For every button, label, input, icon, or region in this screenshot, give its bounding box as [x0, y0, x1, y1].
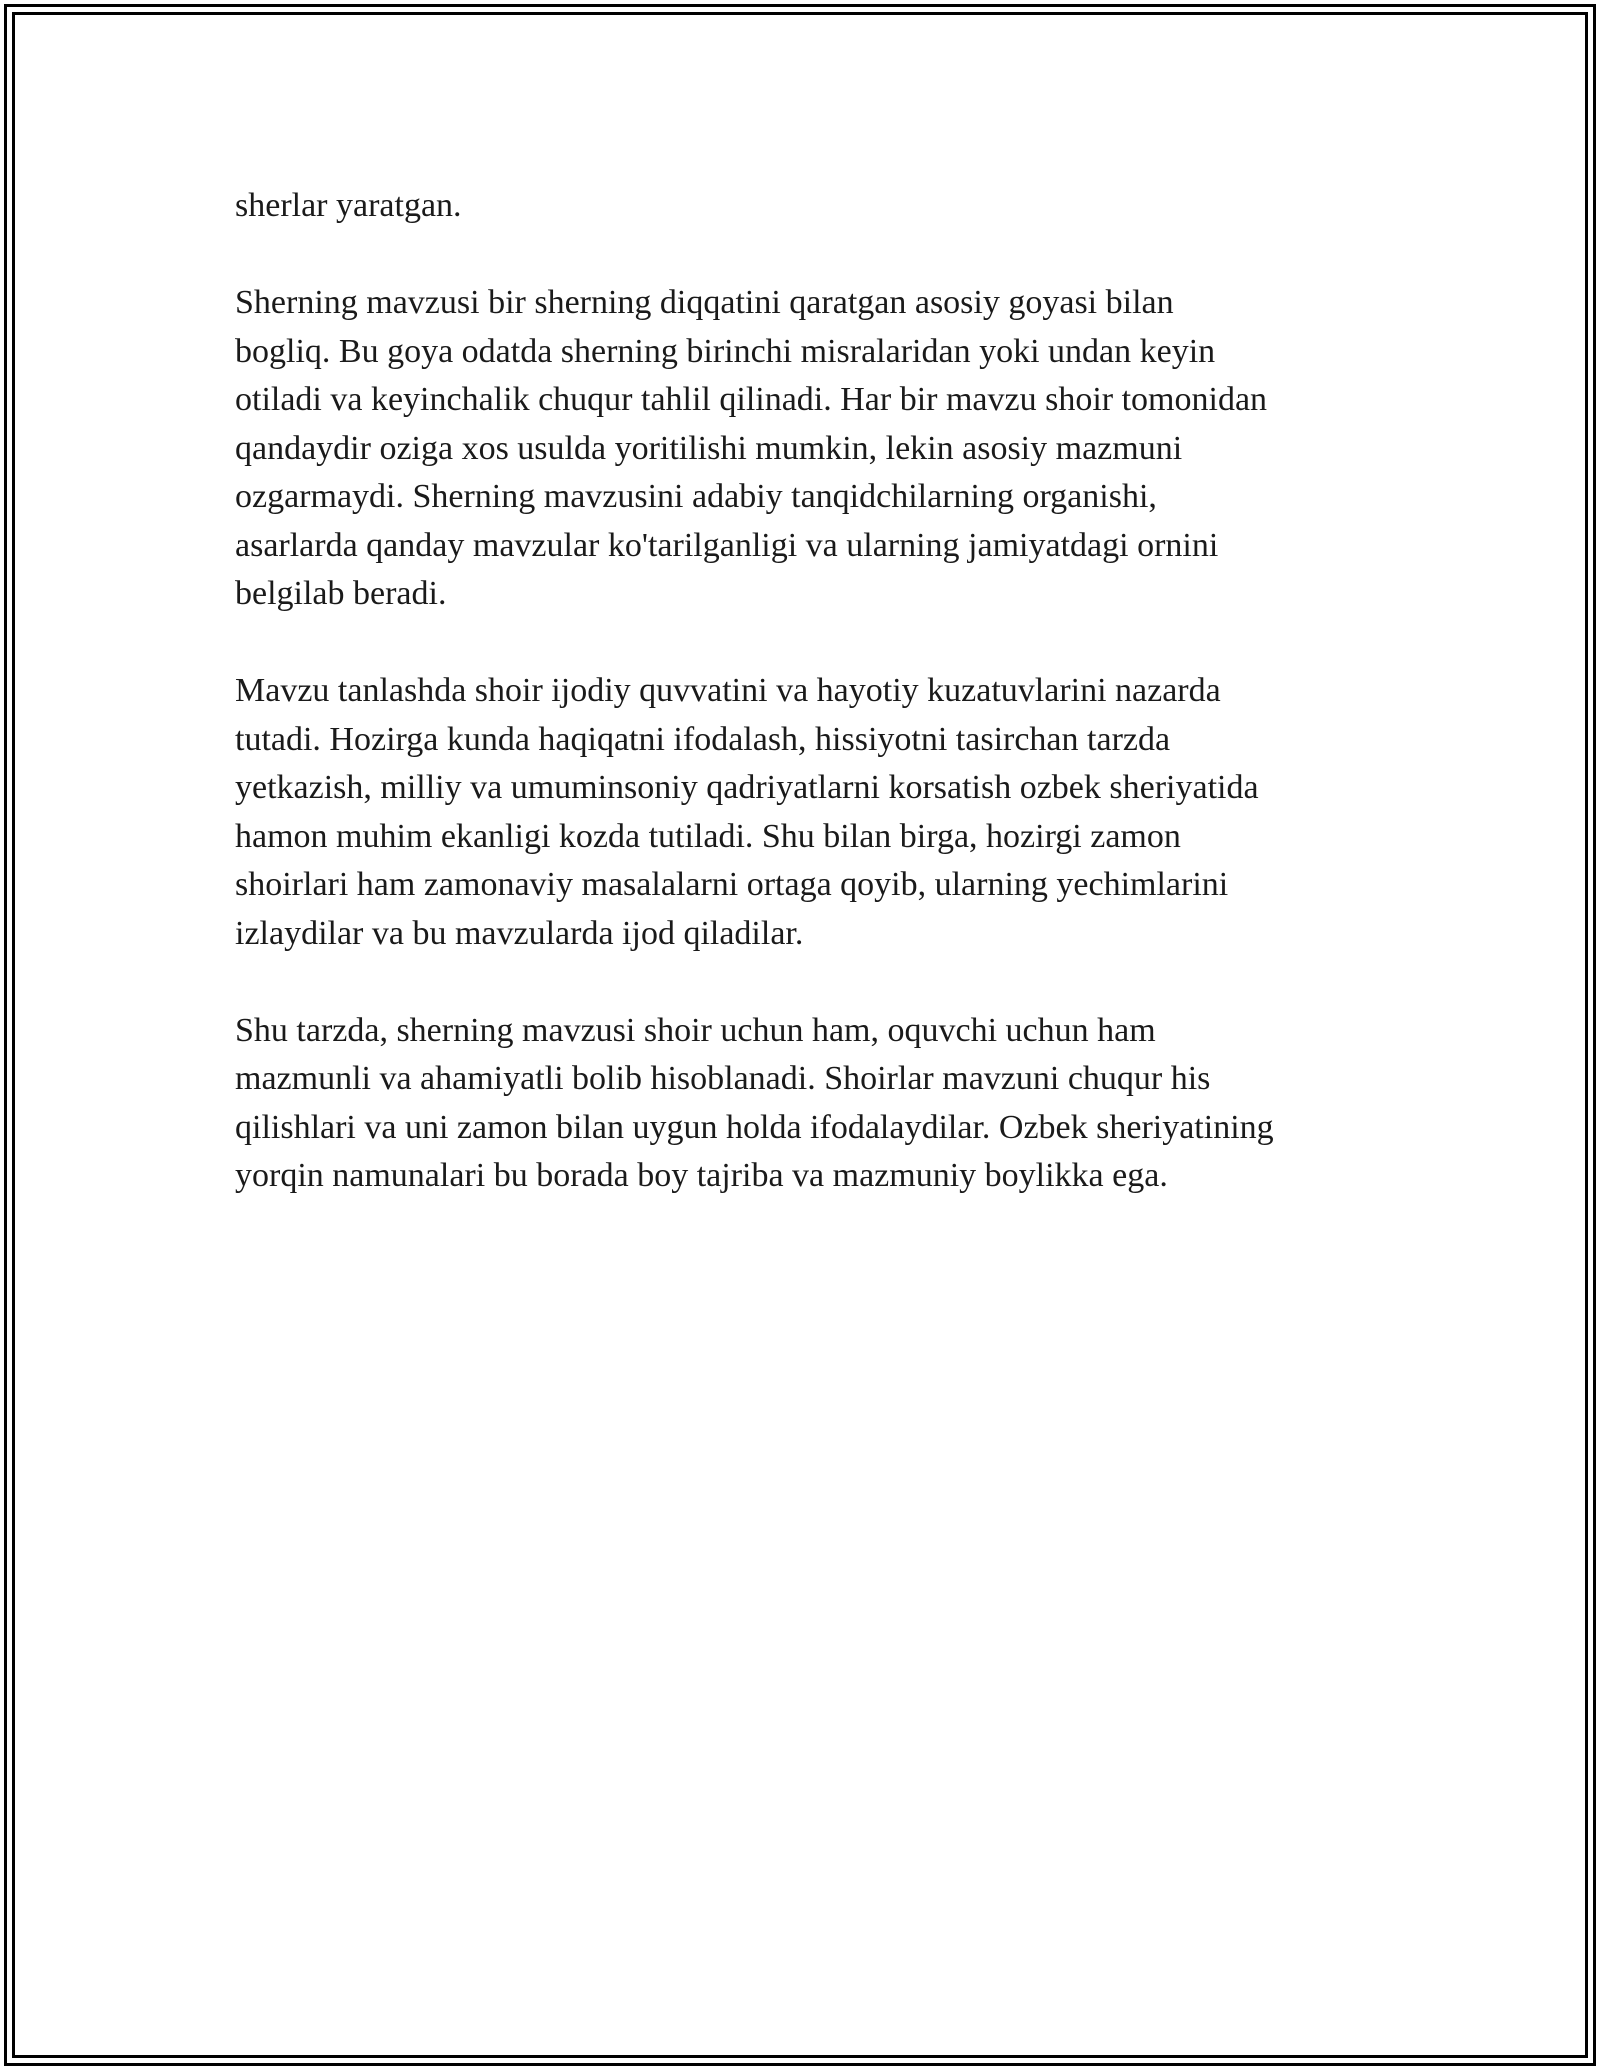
- paragraph-1: sherlar yaratgan.: [235, 187, 462, 224]
- document-body: [235, 182, 1385, 1249]
- paragraph-4: Shu tarzda, sherning mavzusi shoir uchun ham, oquvchi uchun ham mazmunli va ahamiyatli bolib hisoblanadi. Shoirlar mavzuni chuqur his qilishlari va uni zamon bilan uygun holda ifodalaydilar. Ozbek sheriyatining yorqin namunalari bu borada boy tajriba va mazmuniy boylikka ega.: [235, 1011, 1274, 1194]
- paragraph-2: Sherning mavzusi bir sherning diqqatini qaratgan asosiy goyasi bilan bogliq. Bu goya odatda sherning birinchi misralaridan yoki undan keyin otiladi va keyinchalik chuqur tahlil qilinadi. Har bir mavzu shoir tomonidan qandaydir oziga xos usulda yoritilishi mumkin, lekin asosiy mazmuni ozgarmaydi. Sherning mavzusini adabiy tanqidchilarning organishi, asarlarda qanday mavzular ko'tarilganligi va ularning jamiyatdagi ornini belgilab beradi.: [235, 284, 1268, 612]
- paragraph-3: Mavzu tanlashda shoir ijodiy quvvatini va hayotiy kuzatuvlarini nazarda tutadi. Hozirga kunda haqiqatni ifodalash, hissiyotni tasirchan tarzda yetkazish, milliy va umuminsoniy qadriyatlarni korsatish ozbek sheriyatida hamon muhim ekanligi kozda tutiladi. Shu bilan birga, hozirgi zamon shoirlari ham zamonaviy masalalarni ortaga qoyib, ularning yechimlarini izlaydilar va bu mavzularda ijod qiladilar.: [235, 672, 1259, 952]
